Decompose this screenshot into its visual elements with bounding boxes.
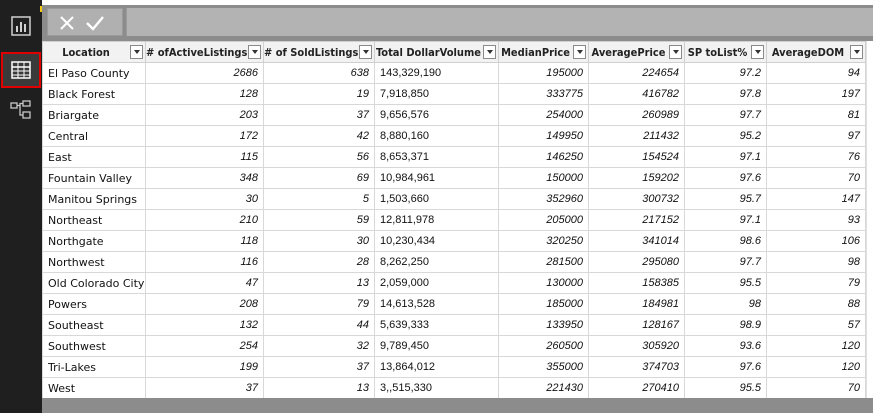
table-icon	[11, 60, 31, 80]
table-cell[interactable]: 19	[264, 84, 375, 105]
table-cell[interactable]: 79	[767, 273, 866, 294]
table-cell[interactable]: 10,230,434	[375, 231, 499, 252]
table-row	[43, 63, 866, 84]
table-cell[interactable]: 97.7	[685, 252, 767, 273]
table-row	[43, 294, 866, 315]
table-cell[interactable]: Tri-Lakes	[43, 357, 146, 378]
table-cell[interactable]: 149950	[499, 126, 589, 147]
table-cell[interactable]: 76	[767, 147, 866, 168]
table-row	[43, 336, 866, 357]
relationships-icon	[10, 100, 32, 120]
table-cell[interactable]: 88	[767, 294, 866, 315]
table-cell[interactable]: Manitou Springs	[43, 189, 146, 210]
data-table	[42, 41, 866, 399]
table-cell[interactable]: 81	[767, 105, 866, 126]
table-cell[interactable]: 416782	[589, 84, 685, 105]
table-cell[interactable]: 70	[767, 168, 866, 189]
column-header[interactable]	[767, 42, 866, 63]
filter-dropdown-icon[interactable]	[359, 45, 372, 59]
table-cell[interactable]: 118	[146, 231, 264, 252]
table-cell[interactable]: 97.2	[685, 63, 767, 84]
table-row	[43, 147, 866, 168]
table-cell[interactable]: 199	[146, 357, 264, 378]
table-cell[interactable]: 281500	[499, 252, 589, 273]
table-cell[interactable]: 172	[146, 126, 264, 147]
column-header[interactable]	[589, 42, 685, 63]
table-cell[interactable]: 197	[767, 84, 866, 105]
table-cell[interactable]: 159202	[589, 168, 685, 189]
table-cell[interactable]: Fountain Valley	[43, 168, 146, 189]
table-cell[interactable]: 95.2	[685, 126, 767, 147]
filter-dropdown-icon[interactable]	[248, 45, 261, 59]
table-cell[interactable]: 305920	[589, 336, 685, 357]
table-cell[interactable]: Central	[43, 126, 146, 147]
table-cell[interactable]: 217152	[589, 210, 685, 231]
column-header-label: SP toList%	[687, 45, 748, 59]
table-cell[interactable]: 374703	[589, 357, 685, 378]
table-cell[interactable]: 295080	[589, 252, 685, 273]
table-cell[interactable]: Old Colorado City	[43, 273, 146, 294]
table-cell[interactable]: 208	[146, 294, 264, 315]
header-row	[43, 42, 866, 63]
close-icon[interactable]	[57, 13, 77, 33]
table-cell[interactable]: 98.9	[685, 315, 767, 336]
table-cell[interactable]: 97.6	[685, 168, 767, 189]
table-cell[interactable]: 300732	[589, 189, 685, 210]
table-cell[interactable]: 95.5	[685, 378, 767, 399]
table-row	[43, 273, 866, 294]
table-cell[interactable]: 638	[264, 63, 375, 84]
table-cell[interactable]: 13	[264, 378, 375, 399]
table-cell[interactable]: 47	[146, 273, 264, 294]
table-cell[interactable]: Briargate	[43, 105, 146, 126]
column-header-label: # ofActiveListings	[146, 45, 248, 59]
table-cell[interactable]: 221430	[499, 378, 589, 399]
table-cell[interactable]: 120	[767, 336, 866, 357]
column-header-label: Location	[62, 45, 110, 59]
column-header-label: AverageDOM	[771, 45, 845, 59]
table-cell[interactable]: 130000	[499, 273, 589, 294]
table-cell[interactable]: 348	[146, 168, 264, 189]
table-cell[interactable]: 8,653,371	[375, 147, 499, 168]
table-cell[interactable]: 7,918,850	[375, 84, 499, 105]
table-cell[interactable]: 143,329,190	[375, 63, 499, 84]
table-cell[interactable]: 106	[767, 231, 866, 252]
table-cell[interactable]: 203	[146, 105, 264, 126]
table-cell[interactable]: 97	[767, 126, 866, 147]
table-cell[interactable]: 37	[264, 357, 375, 378]
status-bar	[42, 398, 873, 413]
table-cell[interactable]: 79	[264, 294, 375, 315]
table-cell[interactable]: Southwest	[43, 336, 146, 357]
table-cell[interactable]: 355000	[499, 357, 589, 378]
table-cell[interactable]: 254000	[499, 105, 589, 126]
table-cell[interactable]: 3,,515,330	[375, 378, 499, 399]
table-cell[interactable]: 94	[767, 63, 866, 84]
table-row	[43, 210, 866, 231]
table-row	[43, 126, 866, 147]
column-header[interactable]	[264, 42, 375, 63]
table-cell[interactable]: 95.5	[685, 273, 767, 294]
table-row	[43, 189, 866, 210]
table-cell[interactable]: 8,880,160	[375, 126, 499, 147]
view-rail	[0, 0, 42, 413]
report-view-button[interactable]	[0, 8, 42, 44]
bar-chart-icon	[11, 16, 31, 36]
table-cell[interactable]: 57	[767, 315, 866, 336]
table-cell[interactable]: 2686	[146, 63, 264, 84]
table-row	[43, 315, 866, 336]
model-view-button[interactable]	[0, 92, 42, 128]
table-cell[interactable]: 97.1	[685, 210, 767, 231]
table-cell[interactable]: 195000	[499, 63, 589, 84]
table-cell[interactable]: 333775	[499, 84, 589, 105]
table-cell[interactable]: 210	[146, 210, 264, 231]
table-cell[interactable]: 93	[767, 210, 866, 231]
table-cell[interactable]: 2,059,000	[375, 273, 499, 294]
table-cell[interactable]: 132	[146, 315, 264, 336]
filter-dropdown-icon[interactable]	[483, 45, 496, 59]
column-header-label: # of SoldListings	[264, 45, 359, 59]
table-row	[43, 168, 866, 189]
table-cell[interactable]: 116	[146, 252, 264, 273]
table-cell[interactable]: 1,503,660	[375, 189, 499, 210]
table-body	[43, 63, 866, 399]
table-cell[interactable]: 44	[264, 315, 375, 336]
table-cell[interactable]: 205000	[499, 210, 589, 231]
table-cell[interactable]: 37	[146, 378, 264, 399]
table-cell[interactable]: 260989	[589, 105, 685, 126]
table-row	[43, 378, 866, 399]
column-header[interactable]	[146, 42, 264, 63]
table-cell[interactable]: Northgate	[43, 231, 146, 252]
table-cell[interactable]: 146250	[499, 147, 589, 168]
table-cell[interactable]: 341014	[589, 231, 685, 252]
filter-dropdown-icon[interactable]	[130, 45, 143, 59]
table-cell[interactable]: 8,262,250	[375, 252, 499, 273]
table-cell[interactable]: 352960	[499, 189, 589, 210]
table-row	[43, 84, 866, 105]
vertical-scrollbar[interactable]	[866, 41, 873, 398]
table-cell[interactable]: 120	[767, 357, 866, 378]
table-row	[43, 357, 866, 378]
table-cell[interactable]: 32	[264, 336, 375, 357]
table-cell[interactable]: 5	[264, 189, 375, 210]
table-cell[interactable]: 320250	[499, 231, 589, 252]
table-cell[interactable]: 97.8	[685, 84, 767, 105]
filter-dropdown-icon[interactable]	[850, 45, 863, 59]
data-grid	[42, 41, 873, 398]
table-cell[interactable]: East	[43, 147, 146, 168]
table-cell[interactable]: 93.6	[685, 336, 767, 357]
table-cell[interactable]: El Paso County	[43, 63, 146, 84]
table-cell[interactable]: Powers	[43, 294, 146, 315]
table-cell[interactable]: 128	[146, 84, 264, 105]
table-cell[interactable]: 150000	[499, 168, 589, 189]
table-cell[interactable]: 128167	[589, 315, 685, 336]
table-cell[interactable]: 10,984,961	[375, 168, 499, 189]
table-row	[43, 231, 866, 252]
column-header-label: Total DollarVolume	[375, 45, 481, 59]
table-cell[interactable]: 98	[685, 294, 767, 315]
table-cell[interactable]: 147	[767, 189, 866, 210]
table-cell[interactable]: 37	[264, 105, 375, 126]
table-cell[interactable]: 260500	[499, 336, 589, 357]
table-cell[interactable]: 14,613,528	[375, 294, 499, 315]
table-cell[interactable]: 97.6	[685, 357, 767, 378]
formula-bar-buttons	[47, 8, 123, 36]
table-cell[interactable]: 5,639,333	[375, 315, 499, 336]
table-cell[interactable]: Black Forest	[43, 84, 146, 105]
table-cell[interactable]: 70	[767, 378, 866, 399]
table-cell[interactable]: West	[43, 378, 146, 399]
table-cell[interactable]: 184981	[589, 294, 685, 315]
table-cell[interactable]: 13,864,012	[375, 357, 499, 378]
table-row	[43, 252, 866, 273]
column-header[interactable]	[375, 42, 499, 63]
table-cell[interactable]: 97.7	[685, 105, 767, 126]
table-cell[interactable]: 13	[264, 273, 375, 294]
table-cell[interactable]: 158385	[589, 273, 685, 294]
formula-input[interactable]	[126, 8, 873, 36]
column-header-label: AveragePrice	[591, 45, 666, 59]
column-header[interactable]	[499, 42, 589, 63]
column-header[interactable]	[685, 42, 767, 63]
table-cell[interactable]: 98.6	[685, 231, 767, 252]
data-view-button[interactable]	[1, 52, 41, 88]
table-cell[interactable]: 59	[264, 210, 375, 231]
column-header[interactable]	[43, 42, 146, 63]
table-cell[interactable]: Northwest	[43, 252, 146, 273]
table-cell[interactable]: 254	[146, 336, 264, 357]
filter-dropdown-icon[interactable]	[669, 45, 682, 59]
table-cell[interactable]: 211432	[589, 126, 685, 147]
table-cell[interactable]: 95.7	[685, 189, 767, 210]
table-cell[interactable]: 56	[264, 147, 375, 168]
table-cell[interactable]: 270410	[589, 378, 685, 399]
table-cell[interactable]: 97.1	[685, 147, 767, 168]
table-cell[interactable]: 28	[264, 252, 375, 273]
table-cell[interactable]: Southeast	[43, 315, 146, 336]
table-cell[interactable]: 9,656,576	[375, 105, 499, 126]
filter-dropdown-icon[interactable]	[573, 45, 586, 59]
table-cell[interactable]: 30	[264, 231, 375, 252]
table-cell[interactable]: 30	[146, 189, 264, 210]
table-cell[interactable]: 9,789,450	[375, 336, 499, 357]
table-cell[interactable]: 42	[264, 126, 375, 147]
table-cell[interactable]: 154524	[589, 147, 685, 168]
table-cell[interactable]: 98	[767, 252, 866, 273]
table-cell[interactable]: 12,811,978	[375, 210, 499, 231]
table-cell[interactable]: 185000	[499, 294, 589, 315]
table-cell[interactable]: 224654	[589, 63, 685, 84]
column-header-label: MedianPrice	[501, 45, 570, 59]
table-cell[interactable]: 69	[264, 168, 375, 189]
check-icon[interactable]	[85, 13, 105, 33]
table-row	[43, 105, 866, 126]
filter-dropdown-icon[interactable]	[751, 45, 764, 59]
table-cell[interactable]: Northeast	[43, 210, 146, 231]
table-cell[interactable]: 133950	[499, 315, 589, 336]
table-cell[interactable]: 115	[146, 147, 264, 168]
